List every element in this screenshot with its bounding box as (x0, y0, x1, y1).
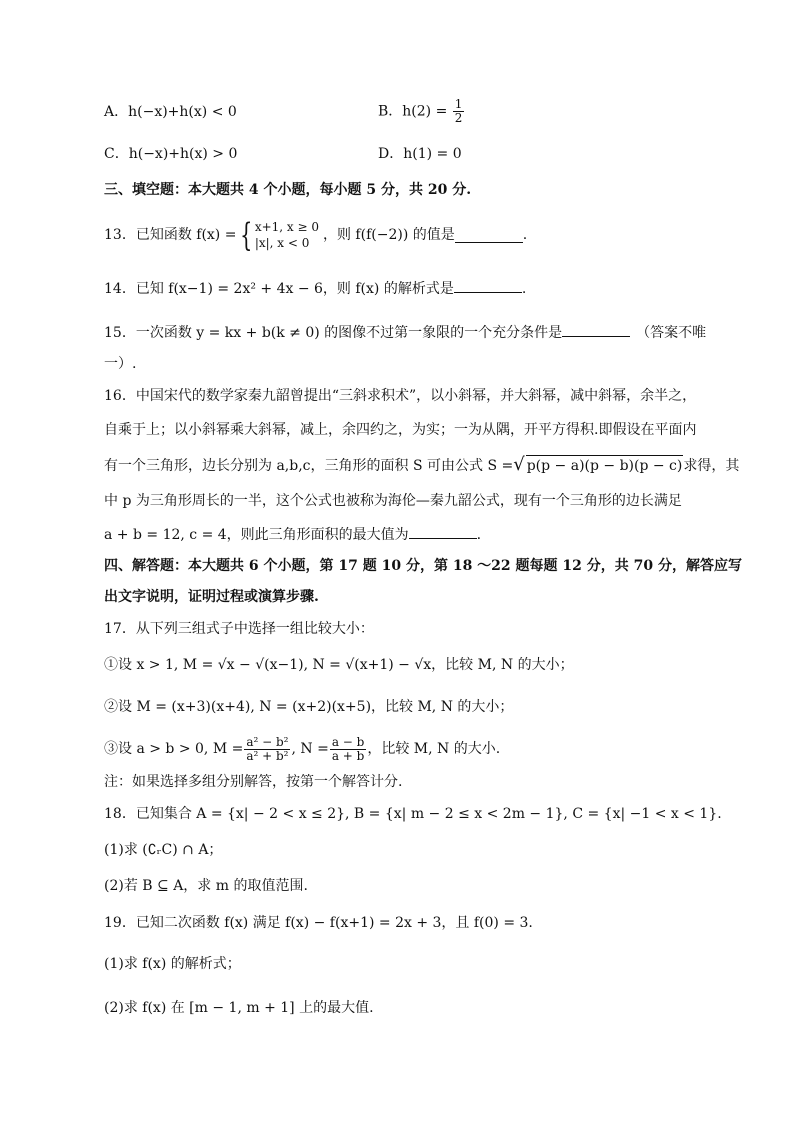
q17-stem: 17．从下列三组式子中选择一组比较大小： (104, 621, 374, 637)
q13-case2: |x|, x < 0 (254, 236, 310, 250)
section4-line1: 四、解答题：本大题共 6 个小题，第 17 题 10 分，第 18 ～22 题每题 12 分，共 70 分，解答应写 (104, 558, 742, 574)
section3-title: 三、填空题：本大题共 4 个小题，每小题 5 分，共 20 分. (104, 182, 472, 198)
q16-line3-prefix: 有一个三角形，边长分别为 a,b,c，三角形的面积 S 可由公式 S = (104, 458, 514, 474)
option-c: C．h(−x)+h(x) > 0 (104, 146, 238, 162)
q13-brace: { (240, 216, 253, 254)
q16-line3 (104, 454, 740, 476)
q19-part2: (2)求 f(x) 在 [m − 1, m + 1] 上的最大值. (104, 1000, 374, 1016)
q19-stem: 19．已知二次函数 f(x) 满足 f(x) − f(x+1) = 2x + 3，且 f(0) = 3. (104, 915, 533, 931)
q13-prefix: 13．已知函数 f(x) = (104, 227, 237, 243)
q17-n-denominator: a + b (331, 748, 365, 763)
q14 (104, 278, 694, 299)
q14-answer-blank[interactable] (454, 278, 522, 293)
q13-suffix: ，则 f(f(−2)) 的值是 (322, 227, 455, 243)
q16-answer-blank[interactable] (409, 524, 477, 539)
q17-m-numerator: a² − b² (246, 734, 289, 749)
option-b-fraction (453, 98, 465, 125)
q17-n-numerator: a − b (331, 734, 365, 749)
q16-sqrt-body: p(p − a)(p − b)(p − c) (526, 455, 684, 476)
q16-line3-suffix: 求得，其 (683, 458, 740, 474)
q18-part2: (2)若 B ⊆ A，求 m 的取值范围. (104, 878, 308, 894)
sqrt-icon: √ (513, 454, 525, 475)
option-b-numerator: 1 (454, 97, 463, 111)
q17-opt3-suffix: ，比较 M, N 的大小. (367, 741, 501, 757)
q18-stem: 18．已知集合 A = {x| − 2 < x ≤ 2}, B = {x| m − 2 ≤ x < 2m − 1}, C = {x| −1 < x < 1}. (104, 806, 722, 822)
q13-answer-blank[interactable] (455, 228, 523, 243)
q15-line1 (104, 322, 707, 343)
q16-line2: 自乘于上；以小斜幂乘大斜幂，减上，余四约之，为实；一为从隅，开平方得积.即假设在平面内 (104, 422, 697, 438)
q17-m-fraction (244, 736, 290, 763)
q17-opt3-prefix: ③设 a > b > 0, M = (104, 741, 244, 757)
q17-opt3-mid: , N = (291, 741, 329, 757)
q18-part1: (1)求 (∁ᵣC) ∩ A； (104, 842, 223, 858)
q19-part1: (1)求 f(x) 的解析式； (104, 956, 241, 972)
q16-line5-text: a + b = 12, c = 4，则此三角形面积的最大值为 (104, 527, 409, 543)
q15-line2: 一）. (104, 356, 137, 372)
section4-line2: 出文字说明，证明过程或演算步骤. (104, 589, 319, 605)
q16-period: . (476, 527, 482, 543)
q16-line1: 16．中国宋代的数学家秦九韶曾提出“三斜求积术”，以小斜幂，并大斜幂，减中斜幂，余半之， (104, 388, 697, 404)
q13-case1: x+1, x ≥ 0 (254, 220, 319, 234)
q17-option1: ①设 x > 1, M = √x − √(x−1), N = √(x+1) − √x，比较 M, N 的大小； (104, 657, 574, 673)
q16-line5 (104, 524, 694, 545)
q13-period: . (522, 227, 528, 243)
q17-option2: ②设 M = (x+3)(x+4), N = (x+2)(x+5)，比较 M, N 的大小； (104, 699, 514, 715)
q14-end: . (521, 281, 527, 297)
option-b-denominator: 2 (454, 111, 463, 125)
option-b-prefix: B．h(2) = (378, 103, 448, 120)
q17-note: 注：如果选择多组分别解答，按第一个解答计分. (104, 774, 403, 790)
q15-text: 15．一次函数 y = kx + b(k ≠ 0) 的图像不过第一象限的一个充分条件是 (104, 325, 563, 341)
option-d: D．h(1) = 0 (378, 146, 462, 162)
q17-option3 (104, 734, 694, 764)
q17-n-fraction (330, 736, 367, 763)
q13-piecewise (236, 216, 319, 254)
option-a: A．h(−x)+h(x) < 0 (104, 104, 237, 120)
q17-m-denominator: a² + b² (246, 748, 289, 763)
q15-answer-blank[interactable] (562, 322, 630, 337)
q14-prefix: 14．已知 f(x−1) = 2x² + 4x − 6，则 f(x) 的解析式是 (104, 281, 454, 297)
q13 (104, 215, 694, 255)
q16-line4: 中 p 为三角形周长的一半，这个公式也被称为海伦—秦九韶公式，现有一个三角形的边长满足 (104, 493, 682, 509)
option-b (378, 98, 578, 125)
q15-tail: （答案不唯 (636, 325, 707, 341)
q13-cases (255, 219, 319, 251)
